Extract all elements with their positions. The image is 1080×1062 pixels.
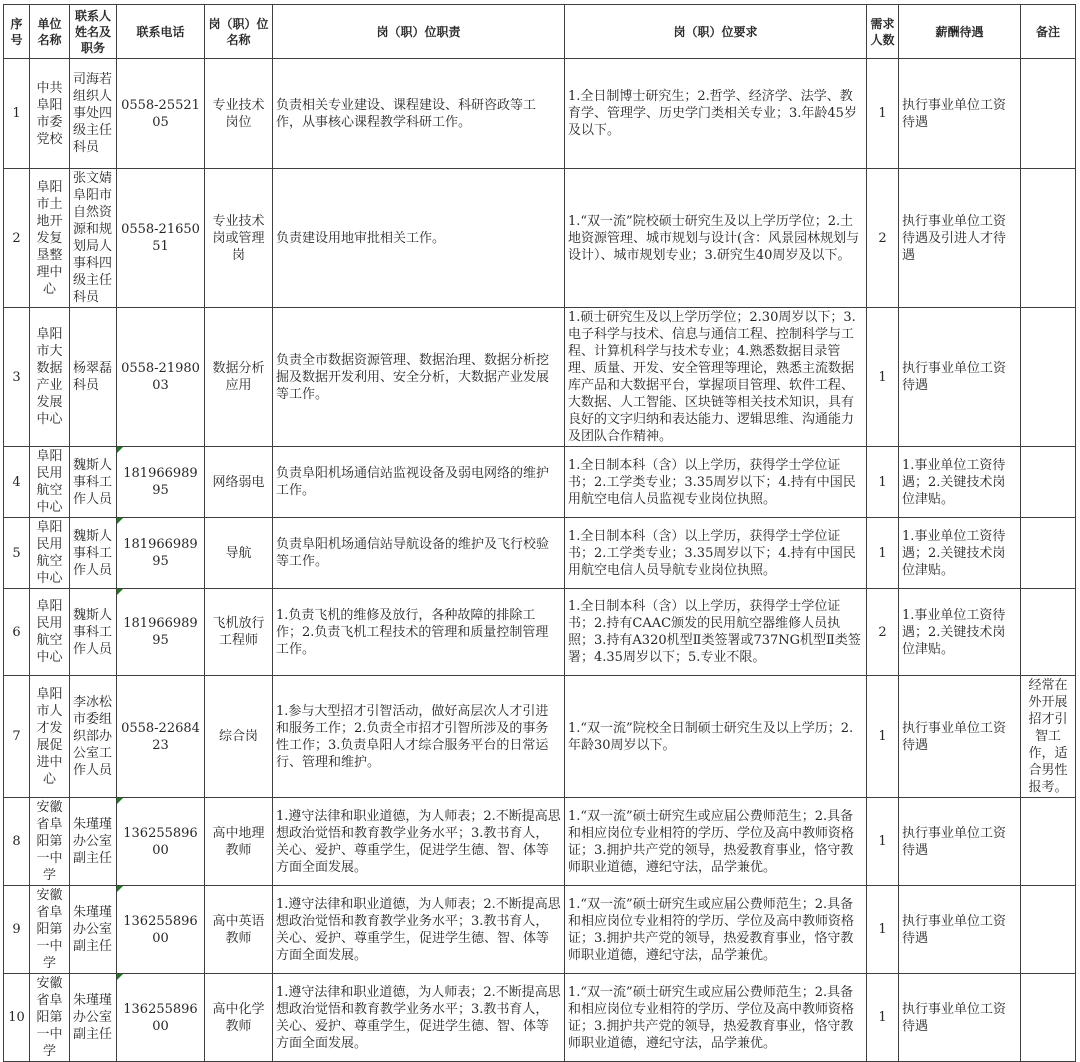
cell-req: 1.“双一流”硕士研究生或应届公费师范生；2.具备和相应岗位专业相符的学历、学位及高中教师资格证；3.拥护共产党的领导，热爱教育事业，恪守教师职业道德，遵纪守法，品学兼优。 xyxy=(565,886,867,974)
table-row-6 xyxy=(4,589,1076,676)
cell-note xyxy=(1021,886,1076,974)
cell-seq: 10 xyxy=(4,974,30,1062)
cell-salary: 执行事业单位工资待遇 xyxy=(899,308,1021,447)
table-row-9 xyxy=(4,886,1076,974)
cell-phone xyxy=(117,589,205,676)
excel-corner-marker-icon xyxy=(117,886,123,892)
table-row-8 xyxy=(4,798,1076,886)
cell-count: 1 xyxy=(867,59,899,169)
cell-duty: 1.参与大型招才引智活动，做好高层次人才引进和服务工作；2.负责全市招才引智所涉及的事务性工作；3.负责阜阳人才综合服务平台的日常运行、管理和维护。 xyxy=(273,676,565,798)
cell-duty: 负责阜阳机场通信站导航设备的维护及飞行校验等工作。 xyxy=(273,518,565,589)
cell-contact: 魏斯人事科工作人员 xyxy=(70,518,117,589)
cell-contact: 司海若组织人事处四级主任科员 xyxy=(70,59,117,169)
table-row-5 xyxy=(4,518,1076,589)
header-req: 岗（职）位要求 xyxy=(565,5,867,59)
cell-req: 1.“双一流”院校硕士研究生及以上学历学位；2.土地资源管理、城市规划与设计(含：风景园林规划与设计）、城市规划专业；3.研究生40周岁及以下。 xyxy=(565,169,867,308)
cell-seq: 2 xyxy=(4,169,30,308)
cell-req: 1.全日制博士研究生；2.哲学、经济学、法学、教育学、管理学、历史学门类相关专业；3.年龄45岁及以下。 xyxy=(565,59,867,169)
cell-salary: 执行事业单位工资待遇 xyxy=(899,886,1021,974)
cell-unit: 阜阳民用航空中心 xyxy=(30,447,70,518)
header-count: 需求人数 xyxy=(867,5,899,59)
cell-duty: 负责全市数据资源管理、数据治理、数据分析挖掘及数据开发利用、安全分析，大数据产业发展等工作。 xyxy=(273,308,565,447)
cell-contact: 魏斯人事科工作人员 xyxy=(70,447,117,518)
cell-salary: 1.事业单位工资待遇；2.关键技术岗位津贴。 xyxy=(899,518,1021,589)
cell-contact: 张文婧阜阳市自然资源和规划局人事科四级主任科员 xyxy=(70,169,117,308)
cell-phone: 0558-2165051 xyxy=(117,169,205,308)
cell-contact: 朱瑾瑾办公室副主任 xyxy=(70,886,117,974)
cell-count: 1 xyxy=(867,974,899,1062)
phone-text: 18196698995 xyxy=(123,537,198,569)
recruitment-table xyxy=(3,4,1076,1062)
cell-duty: 1.遵守法律和职业道德，为人师表；2.不断提高思想政治觉悟和教育教学业务水平；3.教书育人，关心、爱护、尊重学生，促进学生德、智、体等方面全面发展。 xyxy=(273,886,565,974)
cell-salary: 执行事业单位工资待遇 xyxy=(899,974,1021,1062)
cell-count: 1 xyxy=(867,518,899,589)
cell-req: 1.全日制本科（含）以上学历，获得学士学位证书；2.工学类专业；3.35周岁以下；4.持有中国民用航空电信人员导航专业岗位执照。 xyxy=(565,518,867,589)
cell-count: 1 xyxy=(867,447,899,518)
cell-unit: 阜阳市大数据产业发展中心 xyxy=(30,308,70,447)
cell-contact: 杨翠磊科员 xyxy=(70,308,117,447)
cell-duty: 1.遵守法律和职业道德，为人师表；2.不断提高思想政治觉悟和教育教学业务水平；3.教书育人，关心、爱护、尊重学生，促进学生德、智、体等方面全面发展。 xyxy=(273,974,565,1062)
cell-phone: 0558-2268423 xyxy=(117,676,205,798)
cell-post: 导航 xyxy=(205,518,273,589)
cell-salary: 1.事业单位工资待遇；2.关键技术岗位津贴。 xyxy=(899,447,1021,518)
cell-count: 1 xyxy=(867,676,899,798)
header-post: 岗（职）位名称 xyxy=(205,5,273,59)
cell-duty: 负责相关专业建设、课程建设、科研咨政等工作，从事核心课程教学科研工作。 xyxy=(273,59,565,169)
cell-phone: 0558-2198003 xyxy=(117,308,205,447)
header-phone: 联系电话 xyxy=(117,5,205,59)
cell-unit: 中共阜阳市委党校 xyxy=(30,59,70,169)
cell-duty: 负责建设用地审批相关工作。 xyxy=(273,169,565,308)
cell-unit: 阜阳民用航空中心 xyxy=(30,518,70,589)
cell-salary: 1.事业单位工资待遇；2.关键技术岗位津贴。 xyxy=(899,589,1021,676)
cell-contact: 魏斯人事科工作人员 xyxy=(70,589,117,676)
cell-seq: 7 xyxy=(4,676,30,798)
cell-note xyxy=(1021,974,1076,1062)
cell-seq: 6 xyxy=(4,589,30,676)
cell-note xyxy=(1021,589,1076,676)
header-unit: 单位名称 xyxy=(30,5,70,59)
phone-text: 13625589600 xyxy=(123,1001,198,1034)
table-row-10 xyxy=(4,974,1076,1062)
cell-post: 数据分析应用 xyxy=(205,308,273,447)
cell-req: 1.硕士研究生及以上学历学位；2.30周岁以下；3.电子科学与技术、信息与通信工程、控制科学与工程、计算机科学与技术专业；4.熟悉数据目录管理、质量、开发、安全管理等理论，熟悉主流数据库产品和大数据平台，掌握项目管理、软件工程、大数据、人工智能、区块链等相关技术知识，具有良好的文字归纳和表达能力、逻辑思维、沟通能力及团队合作精神。 xyxy=(565,308,867,447)
header-duty: 岗（职）位职责 xyxy=(273,5,565,59)
cell-seq: 5 xyxy=(4,518,30,589)
cell-note xyxy=(1021,447,1076,518)
phone-text: 18196698995 xyxy=(123,466,198,498)
cell-unit: 阜阳民用航空中心 xyxy=(30,589,70,676)
header-seq: 序号 xyxy=(4,5,30,59)
excel-corner-marker-icon xyxy=(117,974,123,980)
cell-post: 专业技术岗位 xyxy=(205,59,273,169)
cell-post: 专业技术岗或管理岗 xyxy=(205,169,273,308)
cell-salary: 执行事业单位工资待遇及引进人才待遇 xyxy=(899,169,1021,308)
cell-seq: 8 xyxy=(4,798,30,886)
cell-unit: 阜阳市土地开发复垦整理中心 xyxy=(30,169,70,308)
phone-text: 13625589600 xyxy=(123,825,198,858)
cell-duty: 负责阜阳机场通信站监视设备及弱电网络的维护工作。 xyxy=(273,447,565,518)
cell-note xyxy=(1021,798,1076,886)
cell-phone xyxy=(117,886,205,974)
header-note: 备注 xyxy=(1021,5,1076,59)
cell-post: 高中英语教师 xyxy=(205,886,273,974)
cell-count: 1 xyxy=(867,308,899,447)
cell-post: 高中地理教师 xyxy=(205,798,273,886)
cell-phone xyxy=(117,974,205,1062)
cell-note xyxy=(1021,59,1076,169)
cell-post: 网络弱电 xyxy=(205,447,273,518)
cell-salary: 执行事业单位工资待遇 xyxy=(899,798,1021,886)
table-row-3 xyxy=(4,308,1076,447)
cell-count: 1 xyxy=(867,798,899,886)
cell-phone xyxy=(117,447,205,518)
header-contact: 联系人姓名及职务 xyxy=(70,5,117,59)
excel-corner-marker-icon xyxy=(117,518,123,524)
cell-post: 飞机放行工程师 xyxy=(205,589,273,676)
cell-contact: 朱瑾瑾办公室副主任 xyxy=(70,974,117,1062)
excel-corner-marker-icon xyxy=(117,589,123,595)
cell-post: 综合岗 xyxy=(205,676,273,798)
cell-seq: 4 xyxy=(4,447,30,518)
cell-contact: 李冰松市委组织部办公室工作人员 xyxy=(70,676,117,798)
cell-seq: 1 xyxy=(4,59,30,169)
cell-req: 1.全日制本科（含）以上学历，获得学士学位证书；2.持有CAAC颁发的民用航空器维修人员执照；3.持有A320机型Ⅱ类签署或737NG机型Ⅱ类签署；4.35周岁以下；5.专业不限。 xyxy=(565,589,867,676)
cell-count: 2 xyxy=(867,589,899,676)
excel-corner-marker-icon xyxy=(117,447,123,453)
cell-unit: 安徽省阜阳第一中学 xyxy=(30,974,70,1062)
table-row-7 xyxy=(4,676,1076,798)
cell-duty: 1.负责飞机的维修及放行，各种故障的排除工作；2.负责飞机工程技术的管理和质量控制管理工作。 xyxy=(273,589,565,676)
cell-post: 高中化学教师 xyxy=(205,974,273,1062)
table-row-4 xyxy=(4,447,1076,518)
cell-note xyxy=(1021,169,1076,308)
cell-req: 1.“双一流”硕士研究生或应届公费师范生；2.具备和相应岗位专业相符的学历、学位及高中教师资格证；3.拥护共产党的领导，热爱教育事业，恪守教师职业道德，遵纪守法，品学兼优。 xyxy=(565,974,867,1062)
table-row-2 xyxy=(4,169,1076,308)
header-row xyxy=(4,5,1076,59)
cell-unit: 阜阳市人才发展促进中心 xyxy=(30,676,70,798)
cell-seq: 9 xyxy=(4,886,30,974)
header-salary: 薪酬待遇 xyxy=(899,5,1021,59)
cell-duty: 1.遵守法律和职业道德，为人师表；2.不断提高思想政治觉悟和教育教学业务水平；3.教书育人，关心、爱护、尊重学生，促进学生德、智、体等方面全面发展。 xyxy=(273,798,565,886)
cell-salary: 执行事业单位工资待遇 xyxy=(899,676,1021,798)
phone-text: 18196698995 xyxy=(123,616,198,648)
cell-unit: 安徽省阜阳第一中学 xyxy=(30,798,70,886)
cell-req: 1.全日制本科（含）以上学历，获得学士学位证书；2.工学类专业；3.35周岁以下；4.持有中国民用航空电信人员监视专业岗位执照。 xyxy=(565,447,867,518)
cell-count: 2 xyxy=(867,169,899,308)
cell-note xyxy=(1021,308,1076,447)
table-header xyxy=(4,5,1076,59)
cell-phone xyxy=(117,798,205,886)
excel-corner-marker-icon xyxy=(117,798,123,804)
cell-phone: 0558-2552105 xyxy=(117,59,205,169)
cell-req: 1.“双一流”院校全日制硕士研究生及以上学历；2.年龄30周岁以下。 xyxy=(565,676,867,798)
cell-note xyxy=(1021,518,1076,589)
table-body xyxy=(4,59,1076,1062)
cell-unit: 安徽省阜阳第一中学 xyxy=(30,886,70,974)
cell-count: 1 xyxy=(867,886,899,974)
cell-contact: 朱瑾瑾办公室副主任 xyxy=(70,798,117,886)
cell-phone xyxy=(117,518,205,589)
cell-req: 1.“双一流”硕士研究生或应届公费师范生；2.具备和相应岗位专业相符的学历、学位及高中教师资格证；3.拥护共产党的领导，热爱教育事业，恪守教师职业道德，遵纪守法，品学兼优。 xyxy=(565,798,867,886)
cell-salary: 执行事业单位工资待遇 xyxy=(899,59,1021,169)
table-row-1 xyxy=(4,59,1076,169)
cell-seq: 3 xyxy=(4,308,30,447)
phone-text: 13625589600 xyxy=(123,913,198,946)
cell-note: 经常在外开展招才引智工作，适合男性报考。 xyxy=(1021,676,1076,798)
